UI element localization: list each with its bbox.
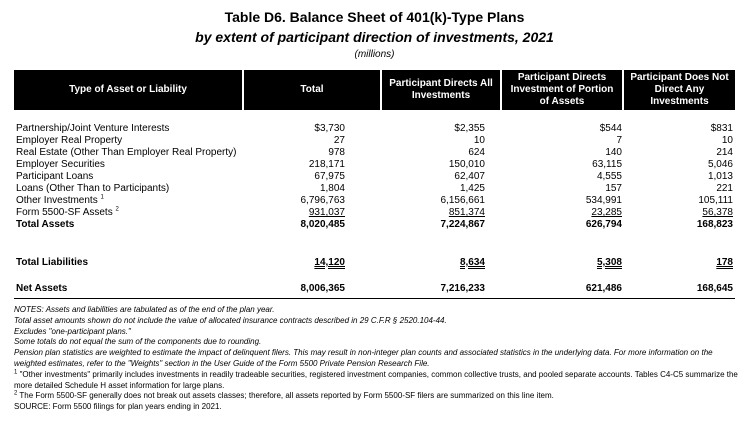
note: Excludes "one-participant plans." xyxy=(14,326,131,336)
cell-directs-portion: 621,486 xyxy=(585,283,622,294)
footnote: $^1$ "Other investments" primarily includes investments in readily tradeable securities, registered investment companies, common collective trusts, and pooled separate accounts. Tables C4-C5 summarize the more detailed Schedule H asset information for large plans. xyxy=(14,369,738,390)
footnote: $^2$ The Form 5500-SF generally does not break out assets classes; therefore, all assets reported by Form 5500-SF filers are summarized on this line item. xyxy=(14,390,554,401)
row-label: Employer Securities xyxy=(16,159,105,170)
row-label: Form 5500-SF Assets $^2$ xyxy=(16,206,119,218)
table-row xyxy=(14,159,735,170)
table-row xyxy=(14,195,735,206)
cell-directs-portion: 140 xyxy=(605,147,622,158)
cell-directs-all: $2,355 xyxy=(454,123,485,134)
cell-does-not-direct: 10 xyxy=(721,135,733,146)
cell-total: 67,975 xyxy=(314,171,345,182)
cell-total: 931,037 xyxy=(308,207,345,218)
cell-total: 14,120 xyxy=(314,257,345,268)
cell-directs-all: 62,407 xyxy=(454,171,485,182)
cell-directs-all: 6,156,661 xyxy=(440,195,485,206)
cell-does-not-direct: 168,823 xyxy=(696,219,733,230)
cell-directs-portion: 7 xyxy=(616,135,622,146)
total-assets-row xyxy=(14,219,735,230)
table-row xyxy=(14,147,735,158)
cell-does-not-direct: 178 xyxy=(716,257,733,268)
notes-section xyxy=(14,305,739,413)
footnote-mark: 1 xyxy=(100,194,104,201)
header-directs-all: Participant Directs All Investments xyxy=(389,78,493,101)
row-label: Partnership/Joint Venture Interests xyxy=(16,123,170,134)
table-row xyxy=(14,171,735,182)
row-label: Employer Real Property xyxy=(16,135,123,146)
table-bottom-rule xyxy=(14,298,735,299)
row-label: Participant Loans xyxy=(16,171,94,182)
cell-directs-all: 10 xyxy=(473,135,485,146)
row-label: Other Investments $^1$ xyxy=(16,194,104,206)
table-row xyxy=(14,207,735,218)
cell-directs-portion: 157 xyxy=(605,183,622,194)
source-note: SOURCE: Form 5500 filings for plan years ending in 2021. xyxy=(14,402,222,412)
row-label: Net Assets xyxy=(16,283,68,294)
table-row xyxy=(14,135,735,146)
cell-total: 6,796,763 xyxy=(300,195,345,206)
cell-directs-all: 150,010 xyxy=(448,159,485,170)
row-label: Loans (Other Than to Participants) xyxy=(16,183,170,194)
header-does-not-direct: Participant Does Not Direct Any Investments xyxy=(630,72,729,107)
note: Total asset amounts shown do not include the value of allocated insurance contracts described in 29 C.F.R § 2520.104-44. xyxy=(14,315,447,325)
cell-total: 27 xyxy=(333,135,345,146)
cell-directs-portion: $544 xyxy=(599,123,622,134)
cell-directs-portion: 4,555 xyxy=(596,171,622,182)
total-liabilities-row xyxy=(14,257,735,268)
cell-total: 8,020,485 xyxy=(300,219,345,230)
header-total: Total xyxy=(300,84,324,95)
table-header xyxy=(14,70,735,110)
table-subtitle: by extent of participant direction of investments, 2021 xyxy=(195,29,554,45)
cell-does-not-direct: 1,013 xyxy=(707,171,733,182)
cell-directs-all: 624 xyxy=(468,147,485,158)
row-label: Real Estate (Other Than Employer Real Property) xyxy=(16,147,237,158)
cell-directs-all: 851,374 xyxy=(448,207,485,218)
cell-directs-portion: 534,991 xyxy=(585,195,622,206)
header-type: Type of Asset or Liability xyxy=(69,84,187,95)
cell-directs-all: 7,216,233 xyxy=(440,283,485,294)
note: NOTES: Assets and liabilities are tabulated as of the end of the plan year. xyxy=(14,305,275,314)
cell-directs-portion: 626,794 xyxy=(585,219,622,230)
cell-directs-portion: 23,285 xyxy=(591,207,622,218)
cell-directs-portion: 63,115 xyxy=(592,159,622,170)
cell-total: 218,171 xyxy=(308,159,345,170)
cell-total: 1,804 xyxy=(319,183,345,194)
cell-total: $3,730 xyxy=(314,123,345,134)
cell-directs-all: 1,425 xyxy=(459,183,485,194)
cell-does-not-direct: 5,046 xyxy=(707,159,733,170)
table-title: Table D6. Balance Sheet of 401(k)-Type Plans xyxy=(224,9,525,25)
note: Some totals do not equal the sum of the components due to rounding. xyxy=(14,337,262,347)
row-label: Total Liabilities xyxy=(16,257,89,268)
cell-directs-all: 8,634 xyxy=(459,257,485,268)
cell-does-not-direct: $831 xyxy=(710,123,733,134)
table-row xyxy=(14,123,735,134)
cell-does-not-direct: 221 xyxy=(716,183,733,194)
cell-does-not-direct: 56,378 xyxy=(702,207,733,218)
cell-does-not-direct: 168,645 xyxy=(696,283,733,294)
cell-directs-all: 7,224,867 xyxy=(440,219,485,230)
cell-total: 8,006,365 xyxy=(300,283,345,294)
cell-does-not-direct: 105,111 xyxy=(698,195,733,206)
cell-total: 978 xyxy=(328,147,345,158)
units-label: (millions) xyxy=(354,49,395,60)
table-row xyxy=(14,183,735,194)
cell-directs-portion: 5,308 xyxy=(596,257,622,268)
footnote-mark: 2 xyxy=(115,206,119,213)
net-assets-row xyxy=(14,283,735,294)
note: Pension plan statistics are weighted to estimate the impact of delinquent filers. This may result in non-integer plan counts and associated statistics in the underlying data. For more information on the weighted estimates, refer to the "Weights" section in the User Guide of the Form 5500 Private Pension Research File. xyxy=(14,348,713,368)
header-directs-portion: Participant Directs Investment of Portion of Assets xyxy=(510,72,614,107)
row-label: Total Assets xyxy=(16,219,75,230)
cell-does-not-direct: 214 xyxy=(716,147,733,158)
